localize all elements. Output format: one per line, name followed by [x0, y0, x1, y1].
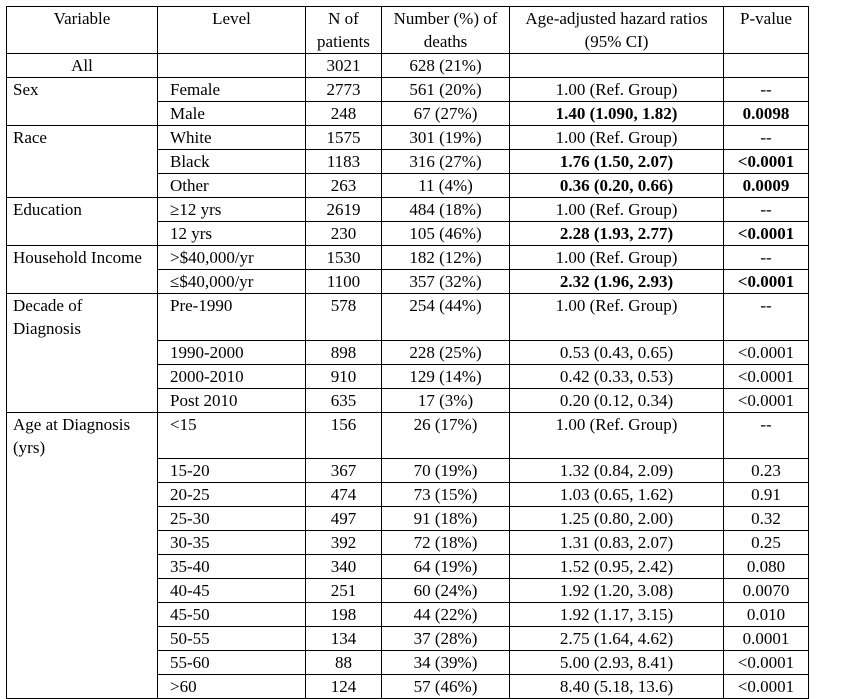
pvalue-cell: 0.080: [724, 555, 809, 579]
hazard-ratio-cell: 1.00 (Ref. Group): [510, 246, 724, 270]
table-row: [7, 627, 809, 651]
pvalue-cell: --: [724, 246, 809, 270]
all-label: All: [7, 54, 158, 78]
level-cell: 40-45: [158, 579, 306, 603]
variable-cell: [7, 675, 158, 699]
table-row: [7, 198, 809, 222]
variable-cell: [7, 222, 158, 246]
level-cell: 20-25: [158, 483, 306, 507]
table-row: [7, 364, 809, 388]
table-row: [7, 555, 809, 579]
variable-cell: [7, 364, 158, 388]
pvalue-cell: <0.0001: [724, 651, 809, 675]
pvalue-cell: <0.0001: [724, 222, 809, 246]
hazard-ratio-cell: 1.00 (Ref. Group): [510, 126, 724, 150]
table-body: [7, 54, 809, 699]
variable-cell: [7, 531, 158, 555]
table-row: [7, 675, 809, 699]
n-patients-cell: 1183: [306, 150, 382, 174]
table-row: [7, 78, 809, 102]
deaths-cell: 67 (27%): [382, 102, 510, 126]
n-patients-cell: 198: [306, 603, 382, 627]
deaths-cell: 70 (19%): [382, 459, 510, 483]
deaths-cell: 561 (20%): [382, 78, 510, 102]
n-patients-cell: 88: [306, 651, 382, 675]
deaths-cell: 26 (17%): [382, 412, 510, 459]
hazard-ratio-cell: 2.75 (1.64, 4.62): [510, 627, 724, 651]
n-patients-cell: 474: [306, 483, 382, 507]
deaths-cell: 484 (18%): [382, 198, 510, 222]
level-cell: 50-55: [158, 627, 306, 651]
level-cell: 35-40: [158, 555, 306, 579]
hazard-ratio-cell: 2.28 (1.93, 2.77): [510, 222, 724, 246]
variable-cell: Age at Diagnosis (yrs): [7, 412, 158, 459]
n-patients-cell: 497: [306, 507, 382, 531]
hazard-ratio-cell: 1.03 (0.65, 1.62): [510, 483, 724, 507]
variable-cell: Household Income: [7, 246, 158, 270]
n-patients-cell: 134: [306, 627, 382, 651]
header-level: Level: [158, 7, 306, 54]
level-cell: >$40,000/yr: [158, 246, 306, 270]
hazard-ratio-cell: 1.52 (0.95, 2.42): [510, 555, 724, 579]
level-cell: 45-50: [158, 603, 306, 627]
pvalue-cell: <0.0001: [724, 364, 809, 388]
table-row: [7, 507, 809, 531]
hazard-ratio-table: [6, 6, 809, 699]
table-row: [7, 340, 809, 364]
hazard-ratio-cell: 1.00 (Ref. Group): [510, 198, 724, 222]
deaths-cell: 91 (18%): [382, 507, 510, 531]
all-row: [7, 54, 809, 78]
variable-cell: [7, 270, 158, 294]
level-cell: >60: [158, 675, 306, 699]
hazard-ratio-cell: 1.92 (1.20, 3.08): [510, 579, 724, 603]
pvalue-cell: 0.25: [724, 531, 809, 555]
hazard-ratio-cell: 1.00 (Ref. Group): [510, 294, 724, 341]
hazard-ratio-cell: 1.32 (0.84, 2.09): [510, 459, 724, 483]
n-patients-cell: 248: [306, 102, 382, 126]
hazard-ratio-cell: 0.53 (0.43, 0.65): [510, 340, 724, 364]
deaths-cell: 34 (39%): [382, 651, 510, 675]
hazard-ratio-cell: 1.00 (Ref. Group): [510, 412, 724, 459]
pvalue-cell: 0.0070: [724, 579, 809, 603]
level-cell: Black: [158, 150, 306, 174]
deaths-cell: 60 (24%): [382, 579, 510, 603]
hazard-ratio-cell: 1.31 (0.83, 2.07): [510, 531, 724, 555]
table-row: [7, 579, 809, 603]
table-row: [7, 531, 809, 555]
hazard-ratio-cell: 1.25 (0.80, 2.00): [510, 507, 724, 531]
variable-cell: Race: [7, 126, 158, 150]
all-p: [724, 54, 809, 78]
n-patients-cell: 635: [306, 388, 382, 412]
variable-cell: [7, 340, 158, 364]
deaths-cell: 301 (19%): [382, 126, 510, 150]
header-row: [7, 7, 809, 54]
pvalue-cell: <0.0001: [724, 675, 809, 699]
deaths-cell: 64 (19%): [382, 555, 510, 579]
deaths-cell: 316 (27%): [382, 150, 510, 174]
variable-cell: [7, 174, 158, 198]
level-cell: Post 2010: [158, 388, 306, 412]
level-cell: Male: [158, 102, 306, 126]
level-cell: Female: [158, 78, 306, 102]
header-variable: Variable: [7, 7, 158, 54]
n-patients-cell: 898: [306, 340, 382, 364]
deaths-cell: 37 (28%): [382, 627, 510, 651]
pvalue-cell: --: [724, 126, 809, 150]
variable-cell: [7, 150, 158, 174]
header-hazard: Age-adjusted hazard ratios (95% CI): [510, 7, 724, 54]
n-patients-cell: 2619: [306, 198, 382, 222]
hazard-ratio-cell: 2.32 (1.96, 2.93): [510, 270, 724, 294]
n-patients-cell: 124: [306, 675, 382, 699]
n-patients-cell: 340: [306, 555, 382, 579]
deaths-cell: 72 (18%): [382, 531, 510, 555]
deaths-cell: 182 (12%): [382, 246, 510, 270]
pvalue-cell: --: [724, 198, 809, 222]
deaths-cell: 44 (22%): [382, 603, 510, 627]
deaths-cell: 57 (46%): [382, 675, 510, 699]
deaths-cell: 11 (4%): [382, 174, 510, 198]
level-cell: ≥12 yrs: [158, 198, 306, 222]
n-patients-cell: 263: [306, 174, 382, 198]
header-n-patients: N of patients: [306, 7, 382, 54]
level-cell: 2000-2010: [158, 364, 306, 388]
deaths-cell: 228 (25%): [382, 340, 510, 364]
pvalue-cell: 0.0009: [724, 174, 809, 198]
level-cell: ≤$40,000/yr: [158, 270, 306, 294]
all-deaths: 628 (21%): [382, 54, 510, 78]
table-row: [7, 150, 809, 174]
pvalue-cell: --: [724, 78, 809, 102]
pvalue-cell: 0.32: [724, 507, 809, 531]
pvalue-cell: 0.010: [724, 603, 809, 627]
level-cell: Other: [158, 174, 306, 198]
hazard-ratio-cell: 5.00 (2.93, 8.41): [510, 651, 724, 675]
variable-cell: [7, 507, 158, 531]
table-row: [7, 388, 809, 412]
table-row: [7, 412, 809, 459]
pvalue-cell: <0.0001: [724, 270, 809, 294]
deaths-cell: 129 (14%): [382, 364, 510, 388]
pvalue-cell: <0.0001: [724, 150, 809, 174]
all-n: 3021: [306, 54, 382, 78]
level-cell: Pre-1990: [158, 294, 306, 341]
hazard-ratio-cell: 0.42 (0.33, 0.53): [510, 364, 724, 388]
deaths-cell: 73 (15%): [382, 483, 510, 507]
header-deaths: Number (%) of deaths: [382, 7, 510, 54]
variable-cell: [7, 651, 158, 675]
n-patients-cell: 1575: [306, 126, 382, 150]
table-row: [7, 459, 809, 483]
level-cell: 12 yrs: [158, 222, 306, 246]
table-row: [7, 483, 809, 507]
table-row: [7, 246, 809, 270]
variable-cell: Education: [7, 198, 158, 222]
variable-cell: [7, 603, 158, 627]
hazard-ratio-cell: 1.92 (1.17, 3.15): [510, 603, 724, 627]
hazard-ratio-cell: 0.36 (0.20, 0.66): [510, 174, 724, 198]
pvalue-cell: 0.91: [724, 483, 809, 507]
variable-cell: [7, 388, 158, 412]
pvalue-cell: --: [724, 412, 809, 459]
level-cell: 1990-2000: [158, 340, 306, 364]
variable-cell: [7, 483, 158, 507]
n-patients-cell: 578: [306, 294, 382, 341]
pvalue-cell: 0.23: [724, 459, 809, 483]
hazard-ratio-cell: 1.40 (1.090, 1.82): [510, 102, 724, 126]
pvalue-cell: <0.0001: [724, 340, 809, 364]
table-row: [7, 294, 809, 341]
n-patients-cell: 392: [306, 531, 382, 555]
table-row: [7, 651, 809, 675]
level-cell: 30-35: [158, 531, 306, 555]
level-cell: <15: [158, 412, 306, 459]
table-row: [7, 102, 809, 126]
hazard-ratio-cell: 1.76 (1.50, 2.07): [510, 150, 724, 174]
pvalue-cell: 0.0001: [724, 627, 809, 651]
n-patients-cell: 1100: [306, 270, 382, 294]
variable-cell: Sex: [7, 78, 158, 102]
table-row: [7, 174, 809, 198]
n-patients-cell: 1530: [306, 246, 382, 270]
table-row: [7, 222, 809, 246]
header-pvalue: P-value: [724, 7, 809, 54]
pvalue-cell: <0.0001: [724, 388, 809, 412]
variable-cell: [7, 579, 158, 603]
deaths-cell: 357 (32%): [382, 270, 510, 294]
level-cell: 55-60: [158, 651, 306, 675]
deaths-cell: 17 (3%): [382, 388, 510, 412]
table-row: [7, 270, 809, 294]
n-patients-cell: 2773: [306, 78, 382, 102]
hazard-ratio-cell: 0.20 (0.12, 0.34): [510, 388, 724, 412]
hazard-ratio-cell: 8.40 (5.18, 13.6): [510, 675, 724, 699]
pvalue-cell: 0.0098: [724, 102, 809, 126]
deaths-cell: 254 (44%): [382, 294, 510, 341]
variable-cell: [7, 555, 158, 579]
variable-cell: [7, 459, 158, 483]
variable-cell: Decade of Diagnosis: [7, 294, 158, 341]
level-cell: 25-30: [158, 507, 306, 531]
n-patients-cell: 251: [306, 579, 382, 603]
variable-cell: [7, 102, 158, 126]
level-cell: White: [158, 126, 306, 150]
n-patients-cell: 910: [306, 364, 382, 388]
pvalue-cell: --: [724, 294, 809, 341]
n-patients-cell: 156: [306, 412, 382, 459]
variable-cell: [7, 627, 158, 651]
hazard-ratio-cell: 1.00 (Ref. Group): [510, 78, 724, 102]
table-row: [7, 126, 809, 150]
n-patients-cell: 230: [306, 222, 382, 246]
table-row: [7, 603, 809, 627]
level-cell: 15-20: [158, 459, 306, 483]
all-hr: [510, 54, 724, 78]
n-patients-cell: 367: [306, 459, 382, 483]
all-level: [158, 54, 306, 78]
deaths-cell: 105 (46%): [382, 222, 510, 246]
